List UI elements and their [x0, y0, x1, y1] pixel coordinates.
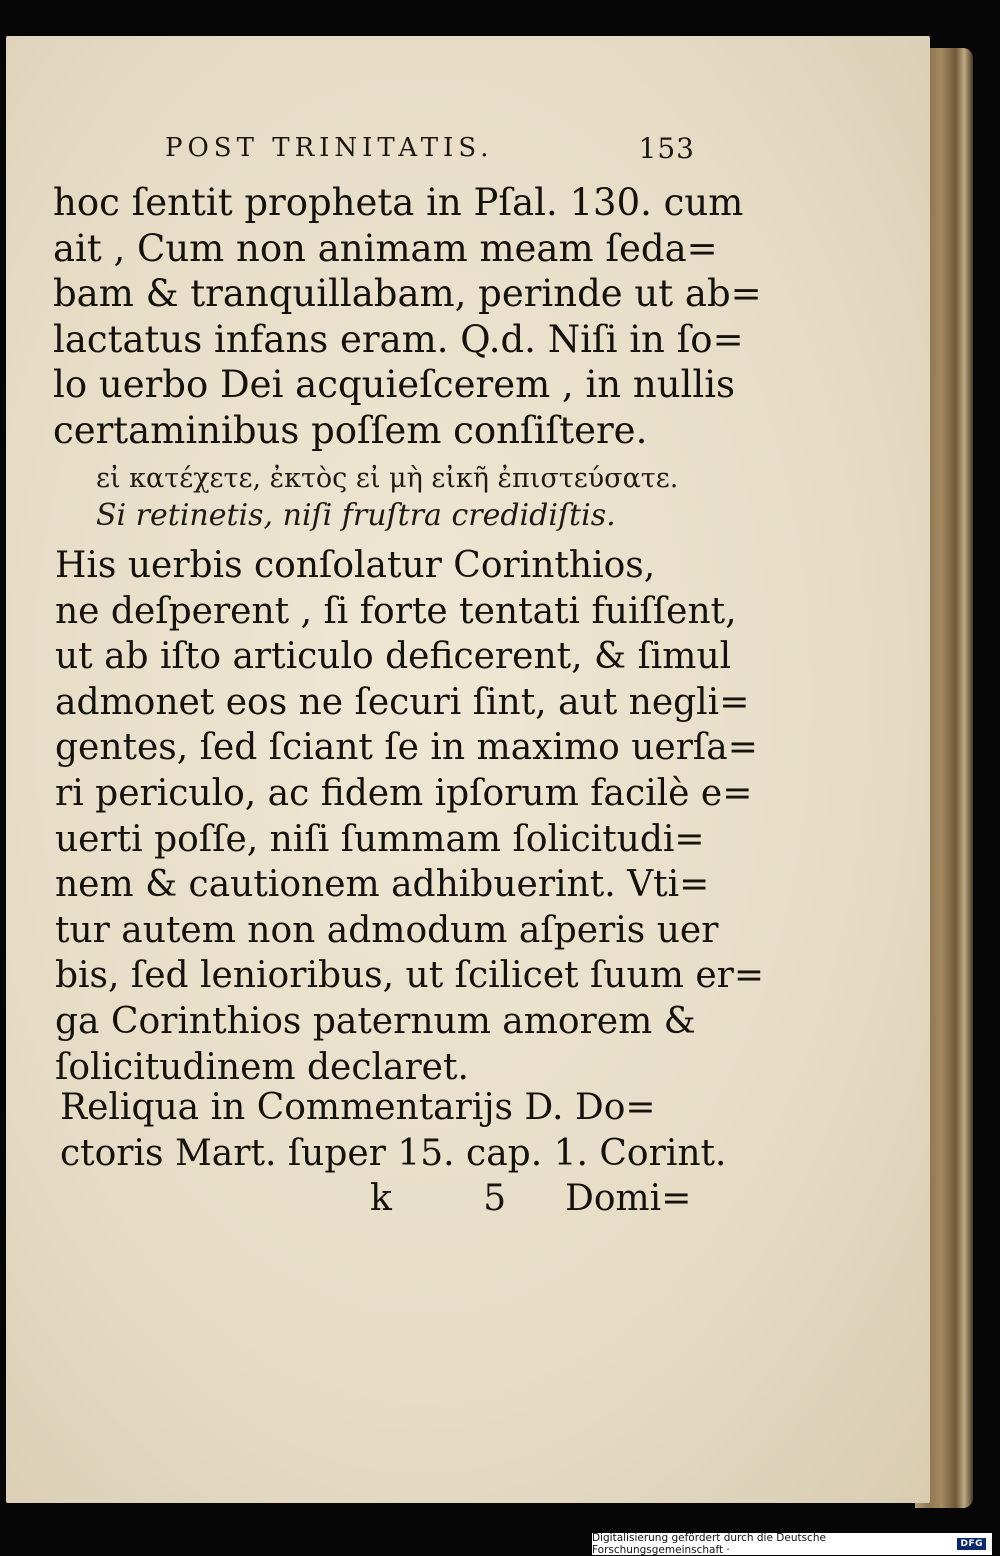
footer-text: Digitalisierung gefördert durch die Deutsche Forschungsgemeinschaft · [592, 1532, 826, 1556]
paragraph-1 [53, 180, 762, 454]
text-line: ait , Cum non animam meam ſeda= [53, 226, 718, 270]
text-line: ri periculo, ac fidem ipſorum facilè e= [55, 772, 753, 814]
text-line: gentes, ſed ſciant ſe in maximo uerſa= [55, 727, 758, 769]
digitization-footer [592, 1533, 992, 1555]
greek-quote: εἰ κατέχετε, ἐκτὸς εἰ μὴ εἰκῆ ἐπιστεύσατε. [96, 463, 679, 494]
text-line: ga Corinthios paternum amorem & [55, 1000, 696, 1042]
text-line: hoc ſentit propheta in Pſal. 130. cum [53, 181, 744, 224]
paragraph-3 [60, 1085, 727, 1176]
text-line: Reliqua in Commentarijs D. Do= [60, 1087, 656, 1128]
text-line: ctoris Mart. ſuper 15. cap. 1. Corint. [60, 1132, 727, 1174]
text-line: ne deſperent , ſi forte tentati fuiſſent, [55, 590, 737, 632]
text-line: ſolicitudinem declaret. [55, 1046, 469, 1088]
text-line: certaminibus poſſem conſiſtere. [53, 408, 648, 452]
text-line: tur autem non admodum aſperis uer [55, 909, 719, 951]
paragraph-2 [55, 543, 764, 1090]
text-line: uerti poſſe, niſi ſummam ſolicitudi= [55, 818, 705, 860]
catchword: Domi= [565, 1178, 692, 1219]
running-head-title: POST TRINITATIS. [165, 133, 494, 163]
text-line: lo uerbo Dei acquieſcerem , in nullis [53, 363, 736, 407]
signature-mark: k 5 [370, 1178, 547, 1219]
text-line: bis, ſed lenioribus, ut ſcilicet ſuum er= [55, 955, 764, 997]
text-line: nem & cautionem adhibuerint. Vti= [55, 864, 710, 906]
text-line: bam & tranquillabam, perinde ut ab= [53, 272, 762, 316]
text-line: lactatus infans eram. Q.d. Niſi in ſo= [53, 317, 744, 361]
text-line: His uerbis conſolatur Corinthios, [55, 545, 656, 586]
text-line: ut ab iſto articulo deficerent, & ſimul [55, 636, 732, 678]
page-number: 153 [638, 131, 695, 165]
text-line: admonet eos ne ſecuri ſint, aut negli= [55, 681, 750, 723]
latin-translation: Si retinetis, niſi fruſtra credidiſtis. [96, 498, 616, 533]
dfg-logo: DFG [957, 1538, 986, 1550]
running-head [165, 128, 695, 168]
